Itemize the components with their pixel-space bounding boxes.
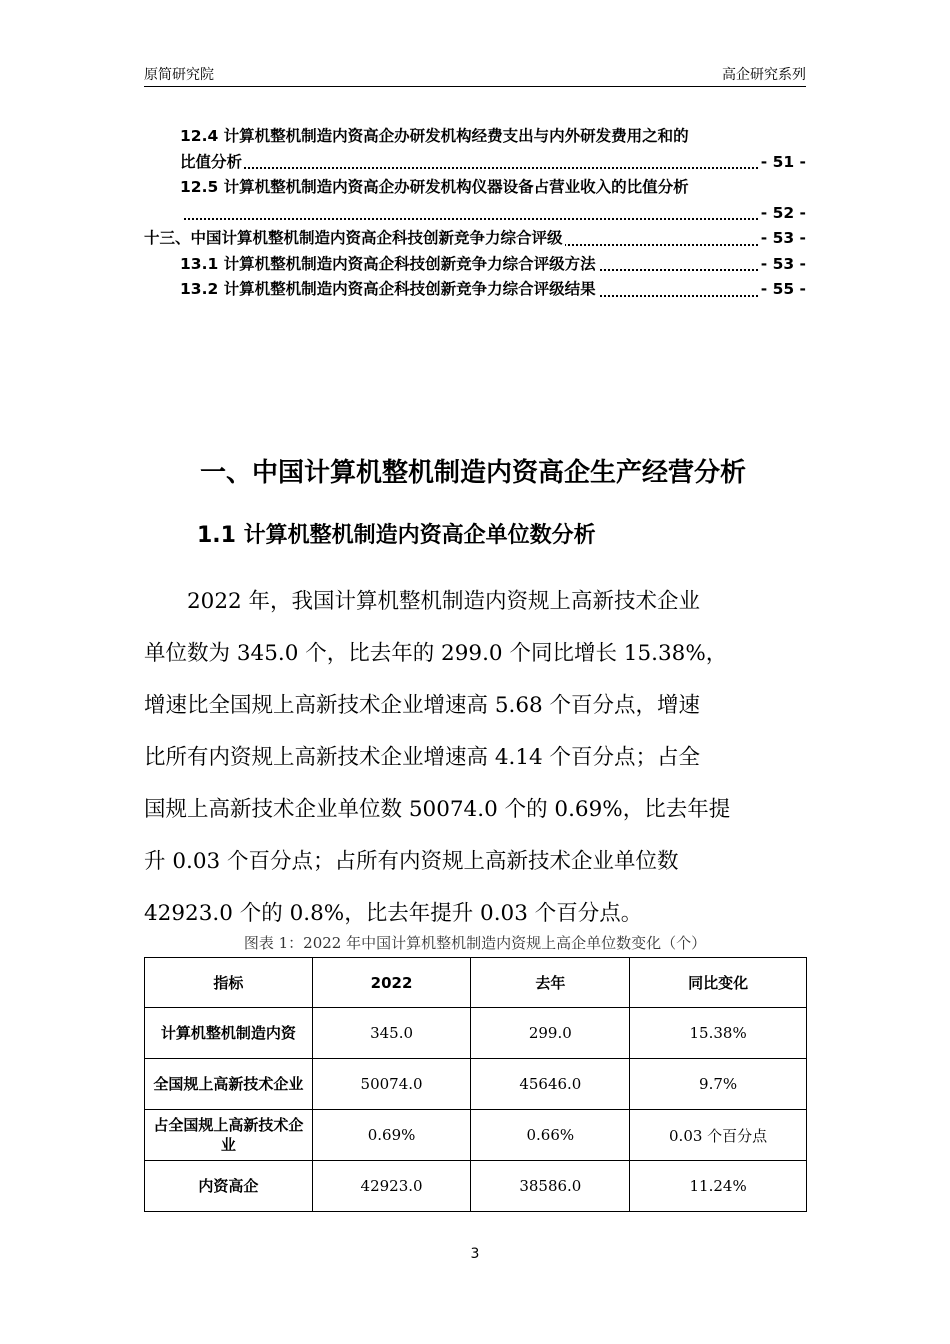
table-cell: 0.69% [312, 1110, 471, 1161]
paragraph-line: 单位数为 345.0 个，比去年的 299.0 个同比增长 15.38%， [144, 641, 728, 666]
column-header: 指标 [145, 958, 313, 1008]
table-cell: 42923.0 [312, 1161, 471, 1212]
row-label: 计算机整机制造内资 [145, 1008, 313, 1059]
table-row [145, 1008, 807, 1059]
table-of-contents [144, 124, 806, 303]
page-number: 3 [470, 1246, 480, 1262]
toc-entry[interactable] [144, 277, 806, 303]
toc-entry-text: 12.5 计算机整机制造内资高企办研发机构仪器设备占营业收入的比值分析 [180, 178, 689, 196]
table-cell: 15.38% [630, 1008, 807, 1059]
table-cell: 50074.0 [312, 1059, 471, 1110]
table-cell: 0.03 个百分点 [630, 1110, 807, 1161]
toc-entry[interactable] [144, 175, 806, 201]
paragraph-line: 升 0.03 个百分点；占所有内资规上高新技术企业单位数 [144, 849, 679, 874]
table-cell: 11.24% [630, 1161, 807, 1212]
toc-entry-page: - 53 - [759, 226, 806, 252]
table-cell: 345.0 [312, 1008, 471, 1059]
table-cell: 45646.0 [471, 1059, 630, 1110]
header-left: 原简研究院 [144, 67, 214, 83]
section-heading: 一、中国计算机整机制造内资高企生产经营分析 [200, 458, 747, 488]
toc-entry-text: 12.4 计算机整机制造内资高企办研发机构经费支出与内外研发费用之和的 [180, 127, 689, 145]
toc-entry-page: - 55 - [759, 277, 806, 303]
row-label: 内资高企 [145, 1161, 313, 1212]
subsection-heading: 1.1 计算机整机制造内资高企单位数分析 [197, 523, 596, 548]
header-right: 高企研究系列 [722, 67, 806, 83]
column-header: 同比变化 [630, 958, 807, 1008]
toc-entry-page: - 53 - [759, 252, 806, 278]
data-table [144, 957, 807, 1212]
toc-entry-text: 13.2 计算机整机制造内资高企科技创新竞争力综合评级结果 [180, 280, 596, 298]
table-row [145, 1161, 807, 1212]
toc-entry[interactable] [144, 226, 806, 252]
paragraph-line: 比所有内资规上高新技术企业增速高 4.14 个百分点；占全 [144, 745, 701, 770]
toc-entry[interactable] [144, 252, 806, 278]
table-row [145, 1110, 807, 1161]
toc-entry[interactable] [144, 150, 806, 176]
table-caption: 图表 1：2022 年中国计算机整机制造内资规上高企单位数变化（个） [243, 934, 707, 952]
toc-entry-page: - 52 - [759, 201, 806, 227]
toc-entry-text: 十三、中国计算机整机制造内资高企科技创新竞争力综合评级 [144, 229, 563, 247]
table-row [145, 1059, 807, 1110]
body-paragraph [144, 576, 808, 940]
toc-entry[interactable] [144, 201, 806, 227]
paragraph-line: 42923.0 个的 0.8%，比去年提升 0.03 个百分点。 [144, 901, 643, 926]
page-header [144, 62, 806, 87]
table-header-row [145, 958, 807, 1008]
table-cell: 38586.0 [471, 1161, 630, 1212]
toc-leader [180, 218, 758, 220]
toc-entry-text: 比值分析 [180, 152, 243, 171]
toc-entry[interactable] [144, 124, 806, 150]
row-label: 占全国规上高新技术企业 [145, 1110, 313, 1161]
toc-entry-text [180, 204, 182, 222]
toc-entry-page: - 51 - [759, 150, 806, 176]
table-cell: 0.66% [471, 1110, 630, 1161]
column-header: 2022 [312, 958, 471, 1008]
table-cell: 299.0 [471, 1008, 630, 1059]
column-header: 去年 [471, 958, 630, 1008]
paragraph-line: 2022 年，我国计算机整机制造内资规上高新技术企业 [144, 589, 701, 614]
toc-entry-text: 13.1 计算机整机制造内资高企科技创新竞争力综合评级方法 [180, 254, 596, 273]
paragraph-line: 国规上高新技术企业单位数 50074.0 个的 0.69%，比去年提 [144, 797, 731, 822]
row-label: 全国规上高新技术企业 [145, 1059, 313, 1110]
toc-leader [180, 167, 758, 169]
paragraph-line: 增速比全国规上高新技术企业增速高 5.68 个百分点，增速 [144, 693, 701, 718]
table-cell: 9.7% [630, 1059, 807, 1110]
